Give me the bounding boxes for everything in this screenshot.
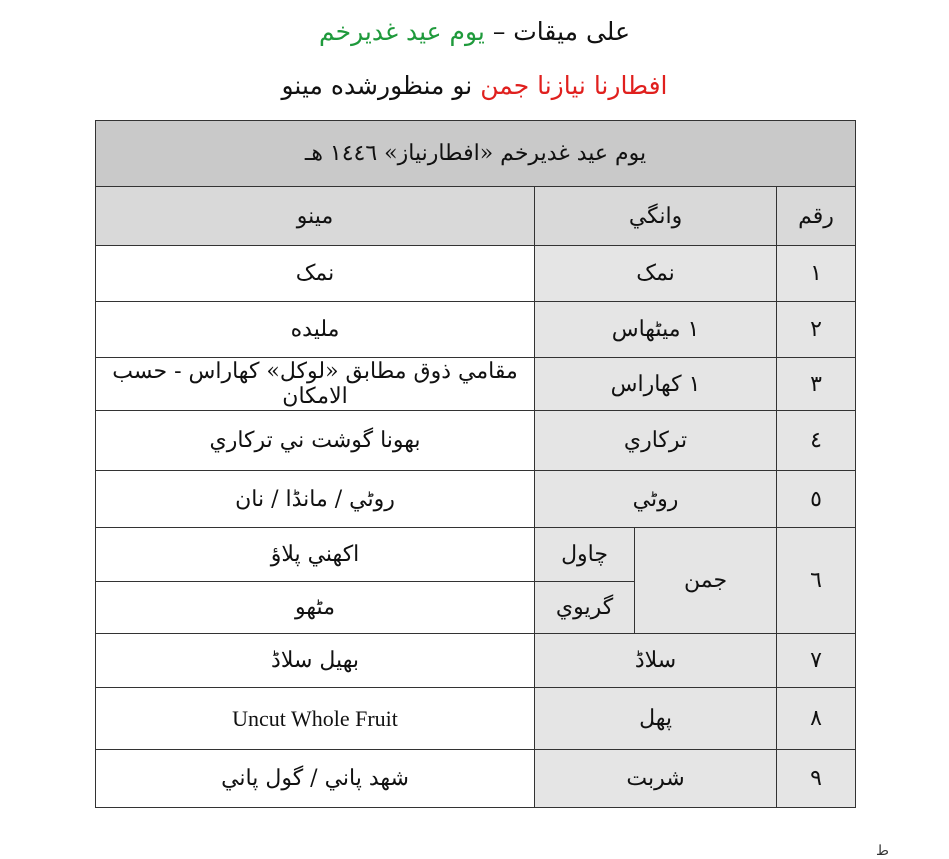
row-menu: بهونا گوشت ني ترکاري	[96, 411, 535, 471]
row-number: ٢	[777, 302, 856, 358]
table-row	[96, 750, 856, 808]
row-menu: Uncut Whole Fruit	[96, 688, 535, 750]
table-title-row	[96, 121, 856, 187]
row-menu: شهد پاني / گول پاني	[96, 750, 535, 808]
column-header-menu: مينو	[96, 187, 535, 246]
row-menu: روٹي / مانڈا / نان	[96, 471, 535, 528]
row-item: ترکاري	[535, 411, 777, 471]
row-number: ٧	[777, 634, 856, 688]
table-title: يوم عيد غديرخم «افطارنياز» ١٤٤٦ هـ	[96, 121, 856, 187]
row-subitem: گريوي	[535, 582, 635, 634]
row-item: پهل	[535, 688, 777, 750]
column-header-item: وانگي	[535, 187, 777, 246]
table-row	[96, 246, 856, 302]
row-item: جمن	[635, 528, 777, 634]
table-row	[96, 528, 856, 582]
header-line-2-suffix: نو منظورشده مينو	[281, 71, 473, 100]
row-number: ٣	[777, 358, 856, 411]
row-item: ١ ميٹهاس	[535, 302, 777, 358]
table-row	[96, 358, 856, 411]
header-line-1-prefix: على ميقات –	[492, 17, 630, 46]
header-line-2-highlight: افطارنا نيازنا جمن	[480, 71, 668, 100]
row-number: ٤	[777, 411, 856, 471]
row-menu: مٹهو	[96, 582, 535, 634]
row-item: شربت	[535, 750, 777, 808]
row-menu: بهيل سلاڈ	[96, 634, 535, 688]
row-menu: مقامي ذوق مطابق «لوکل» کهاراس - حسب الامکان	[96, 358, 535, 411]
row-item: سلاڈ	[535, 634, 777, 688]
corner-mark: ط	[876, 843, 889, 859]
table-row	[96, 471, 856, 528]
table-row	[96, 688, 856, 750]
table-header-row	[96, 187, 856, 246]
row-menu: نمک	[96, 246, 535, 302]
column-header-number: رقم	[777, 187, 856, 246]
row-item: روٹي	[535, 471, 777, 528]
row-subitem: چاول	[535, 528, 635, 582]
header-line-2	[0, 66, 949, 106]
row-number: ٨	[777, 688, 856, 750]
table-row	[96, 302, 856, 358]
menu-table	[95, 120, 856, 808]
header-line-1-highlight: يوم عيد غديرخم	[319, 17, 485, 46]
row-item: ١ کهاراس	[535, 358, 777, 411]
table-row	[96, 634, 856, 688]
row-item: نمک	[535, 246, 777, 302]
row-number: ٥	[777, 471, 856, 528]
row-number: ٩	[777, 750, 856, 808]
row-menu: مليده	[96, 302, 535, 358]
header-line-1	[0, 12, 949, 52]
row-number: ٦	[777, 528, 856, 634]
table-row	[96, 411, 856, 471]
row-menu: اکهني پلاؤ	[96, 528, 535, 582]
row-number: ١	[777, 246, 856, 302]
